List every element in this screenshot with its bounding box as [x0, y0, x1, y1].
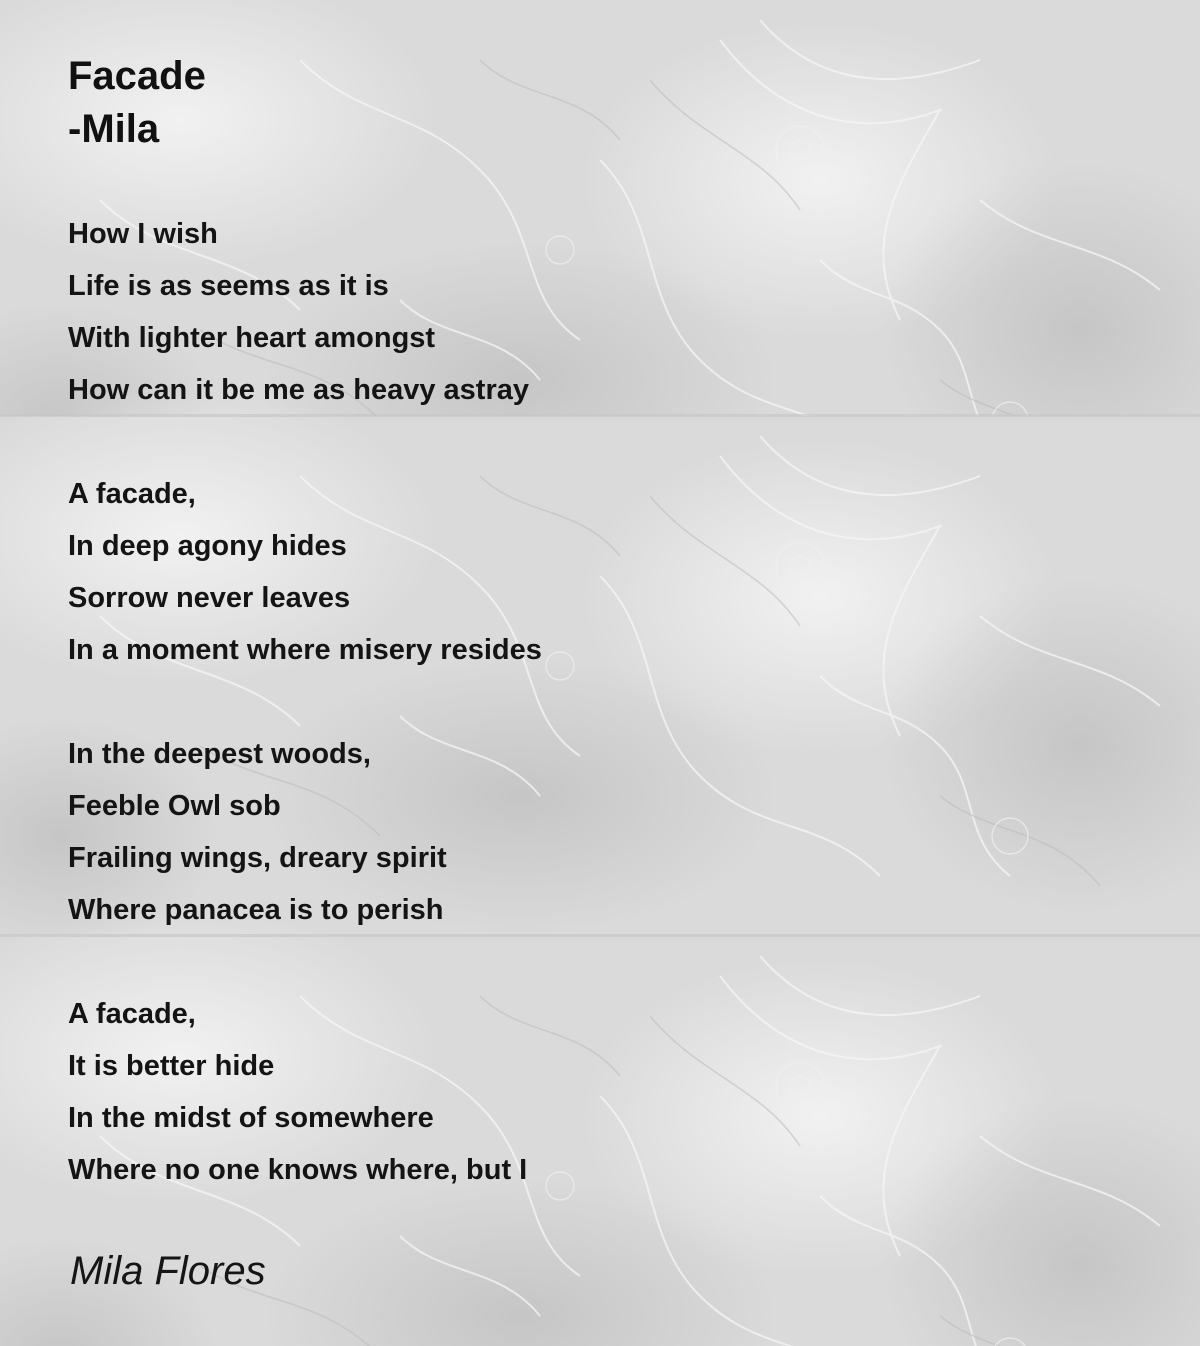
stanza-1 [68, 208, 1148, 416]
poem-line: Frailing wings, dreary spirit [68, 842, 447, 874]
stanza-4 [68, 988, 1148, 1196]
poem-author: Mila Flores [70, 1249, 266, 1293]
poem-line: In the deepest woods, [68, 738, 371, 770]
poem-byline: -Mila [68, 107, 160, 151]
poem-line: A facade, [68, 998, 196, 1030]
poem-line: Feeble Owl sob [68, 790, 281, 822]
poem-body [68, 208, 1148, 1196]
poem-container [68, 50, 1148, 1248]
poem-line: How I wish [68, 218, 218, 250]
poem-line: In a moment where misery resides [68, 634, 542, 666]
poem-line: Life is as seems as it is [68, 270, 389, 302]
poem-line: Where no one knows where, but I [68, 1154, 528, 1186]
poem-line: It is better hide [68, 1050, 275, 1082]
poem-line: A facade, [68, 478, 196, 510]
poem-line: With lighter heart amongst [68, 322, 436, 354]
poem-line: Sorrow never leaves [68, 582, 351, 614]
poem-line: In deep agony hides [68, 530, 347, 562]
poem-title-text: Facade [68, 54, 206, 98]
poem-line: How can it be me as heavy astray [68, 374, 529, 406]
stanza-3 [68, 728, 1148, 936]
poem-line: Where panacea is to perish [68, 894, 444, 926]
poem-line: In the midst of somewhere [68, 1102, 434, 1134]
stanza-2 [68, 468, 1148, 676]
poem-title [68, 50, 1148, 156]
